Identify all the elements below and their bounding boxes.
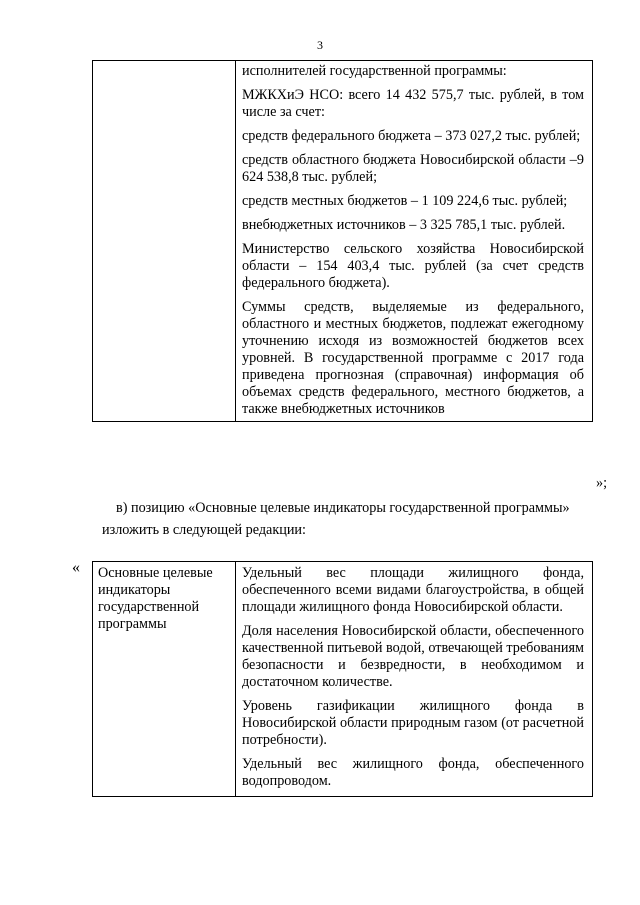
funding-paragraph: средств федерального бюджета – 373 027,2 тыс. рублей; — [242, 128, 581, 144]
indicators-heading-cell: Основные целевые индикаторы государственной программы — [93, 562, 236, 797]
closing-quote-mark: »; — [596, 475, 608, 491]
funding-paragraph: МЖКХиЭ НСО: всего 14 432 575,7 тыс. рублей, в том числе за счет: — [242, 87, 584, 120]
funding-paragraph: Министерство сельского хозяйства Новосибирской области – 154 403,4 тыс. рублей (за счет средств федерального бюджета). — [242, 241, 584, 291]
funding-paragraph: средств местных бюджетов – 1 109 224,6 тыс. рублей; — [242, 193, 568, 209]
funding-paragraph: Суммы средств, выделяемые из федерального, областного и местных бюджетов, подлежат ежегодному уточнению исходя из возможностей бюджетов всех уровней. В государственной программе с 2017 года приведена прогнозная (справочная) информация об объемах средств федерального, местного бюджетов, а также внебюджетных источников — [242, 299, 584, 417]
page-number: 3 — [317, 38, 323, 52]
opening-quote-mark: « — [72, 559, 80, 576]
indicator-paragraph: Доля населения Новосибирской области, обеспеченного качественной питьевой водой, отвечающей требованиям безопасности и безвредности, в необходимом и достаточном количестве. — [242, 623, 584, 690]
funding-table-right-cell — [236, 61, 593, 422]
indicators-table — [92, 561, 593, 797]
funding-paragraph: исполнителей государственной программы: — [242, 63, 507, 79]
funding-paragraph: средств областного бюджета Новосибирской области –9 624 538,8 тыс. рублей; — [242, 152, 584, 185]
instruction-line-2: изложить в следующей редакции: — [102, 522, 306, 538]
indicator-paragraph: Удельный вес жилищного фонда, обеспеченного водопроводом. — [242, 756, 584, 789]
indicator-paragraph: Уровень газификации жилищного фонда в Новосибирской области природным газом (от расчетной потребности). — [242, 698, 584, 748]
indicator-paragraph: Удельный вес площади жилищного фонда, обеспеченного всеми видами благоустройства, в общей площади жилищного фонда Новосибирской области. — [242, 565, 584, 615]
funding-paragraph: внебюджетных источников – 3 325 785,1 тыс. рублей. — [242, 217, 566, 233]
funding-table — [92, 60, 593, 422]
funding-table-left-cell — [93, 61, 236, 422]
indicators-list-cell — [236, 562, 593, 797]
instruction-line-1: в) позицию «Основные целевые индикаторы государственной программы» — [116, 500, 570, 516]
